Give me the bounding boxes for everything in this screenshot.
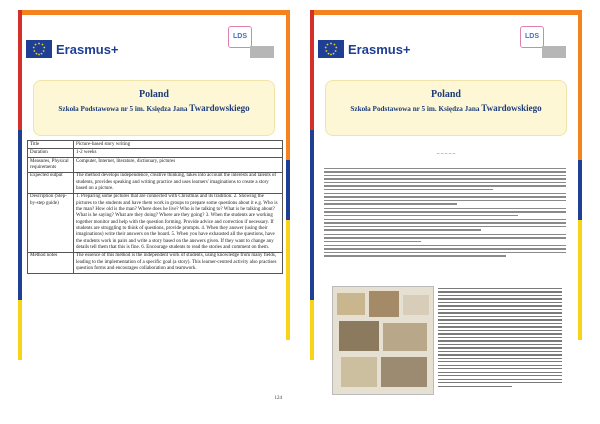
row-label: Method notes <box>28 252 74 273</box>
row-value: Computer, Internet, literature, dictionary, pictures <box>74 157 283 172</box>
school-surname: Twardowskiego <box>189 103 250 113</box>
right-blue-bar <box>286 160 290 220</box>
row-label: Measures, Physical requirements <box>28 157 74 172</box>
row-value: The method develops independence, creative thinking, takes into account the interests and talents of students, provides speaking and writing practice and uses learners' imaginations to create a story based on a picture. <box>74 172 283 193</box>
row-label: Expected output <box>28 172 74 193</box>
page-number: 124 <box>274 396 282 401</box>
left-blue-bar <box>18 130 22 300</box>
eu-flag-icon <box>26 40 52 58</box>
lds-logo-icon: LDS <box>520 26 544 48</box>
title-box <box>325 80 567 136</box>
right-yellow-bar <box>578 220 582 340</box>
page-header <box>310 10 582 70</box>
eu-flag-icon <box>318 40 344 58</box>
erasmus-logo-text: Erasmus+ <box>56 42 119 57</box>
poem-heading-scribble: ~ ~ ~ ~ ~ <box>436 152 456 157</box>
row-value: 1-2 weeks <box>74 149 283 157</box>
school-name <box>326 103 566 113</box>
row-value: The essence of this method is the independent work of students, using knowledge from many fields, leading to the implementation of a specific goal (a story). This learner-centred activity also practises question forms and encourages collaboration and teamwork. <box>74 252 283 273</box>
row-label: Duration <box>28 149 74 157</box>
right-blue-bar <box>578 160 582 220</box>
right-page <box>310 10 582 408</box>
country-title: Poland <box>138 89 169 100</box>
school-prefix: Szkoła Podstawowa nr 5 im. Księdza Jana <box>350 105 480 113</box>
left-yellow-bar <box>18 300 22 360</box>
school-prefix: Szkoła Podstawowa nr 5 im. Księdza Jana <box>58 105 188 113</box>
school-name <box>34 103 274 113</box>
partner-logo <box>250 46 274 58</box>
lesson-table <box>27 140 283 274</box>
country-title: Poland <box>430 89 461 100</box>
table-row <box>28 149 283 157</box>
table-row <box>28 193 283 252</box>
row-value: 1. Preparing some pictures that are connected with Christmas and its tradition. 2. Showing the pictures to the students and have them work in groups to prepare some questions about it e.g. Who is the man? How old is the man? Where does he live? Who is he talking to? What is he talking about? What is he saying? What are they doing? Where are they going? 3. When the students are working together monitor and help with the question forming. Provide advice and correction if necessary. If students are struggling to think of questions, provide prompts. 4. When they answer (using their imaginations) write their answers on the board. 5. When you have exhausted all the questions, have the students work in pairs and write a story based on the answers given. If they want to change any details tell them that this is fine. 6. Encourage students to read the stories and comment on them. <box>74 193 283 252</box>
right-yellow-bar <box>286 220 290 340</box>
table-row <box>28 252 283 273</box>
title-box <box>33 80 275 136</box>
left-page <box>18 10 290 408</box>
left-yellow-bar <box>310 300 314 360</box>
row-label: Title <box>28 141 74 149</box>
row-value: Picture-based story writing <box>74 141 283 149</box>
story-photo <box>332 286 434 395</box>
table-row <box>28 157 283 172</box>
story-handwriting <box>438 288 562 389</box>
erasmus-logo-text: Erasmus+ <box>348 42 411 57</box>
lds-logo-icon: LDS <box>228 26 252 48</box>
partner-logo <box>542 46 566 58</box>
story-text-block <box>324 168 566 259</box>
row-label: Description (Step-by-step guide) <box>28 193 74 252</box>
page-header <box>18 10 290 70</box>
table-row <box>28 141 283 149</box>
school-surname: Twardowskiego <box>481 103 542 113</box>
table-row <box>28 172 283 193</box>
